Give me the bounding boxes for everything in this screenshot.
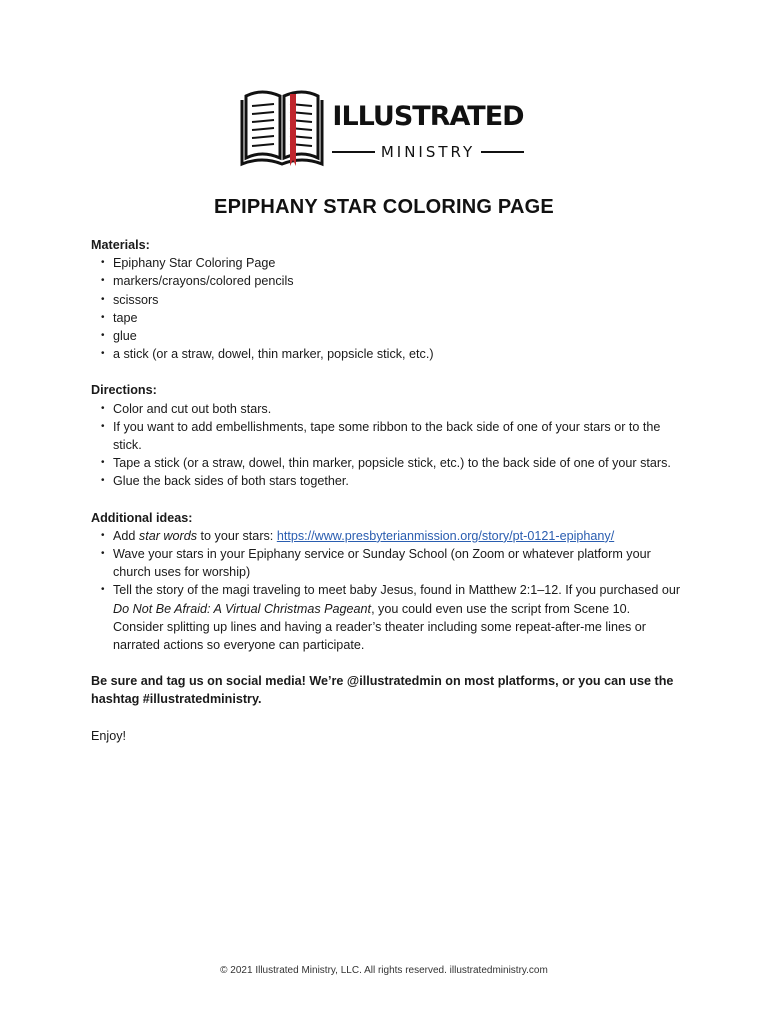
social-media-note: Be sure and tag us on social media! We’re @illustratedmin on most platforms, or you can use the hashtag #illustratedministry. — [91, 674, 674, 707]
list-item: • a stick (or a straw, dowel, thin marker, popsicle stick, etc.) — [113, 345, 681, 363]
list-item: • Tape a stick (or a straw, dowel, thin marker, popsicle stick, etc.) to the back side of one of your stars. — [113, 454, 681, 472]
directions-heading: Directions: — [91, 383, 157, 398]
idea-italic: star words — [138, 528, 198, 543]
list-item — [113, 527, 681, 545]
list-item: • If you want to add embellishments, tape some ribbon to the back side of one of your stars or to the stick. — [113, 418, 681, 454]
directions-list — [91, 400, 681, 491]
list-item: • Wave your stars in your Epiphany service or Sunday School (on Zoom or whatever platform your church uses for worship) — [113, 545, 681, 581]
list-item: • Color and cut out both stars. — [113, 400, 681, 418]
logo-subtitle-text: MINISTRY — [380, 143, 476, 161]
closing-text: Enjoy! — [91, 728, 127, 743]
logo-rule-left — [332, 151, 375, 153]
ideas-list — [91, 527, 681, 654]
list-item — [113, 581, 681, 654]
list-item: • scissors — [113, 291, 681, 309]
logo-rule-right — [481, 151, 524, 153]
list-item: • markers/crayons/colored pencils — [113, 272, 681, 290]
idea-text: Tell the story of the magi traveling to meet baby Jesus, found in Matthew 2:1–12. If you purchased our — [113, 583, 681, 598]
idea-text: Add — [113, 528, 139, 543]
copyright-footer: © 2021 Illustrated Ministry, LLC. All rights reserved. illustratedministry.com — [220, 965, 548, 976]
ideas-heading: Additional ideas: — [91, 510, 193, 525]
list-item: • Epiphany Star Coloring Page — [113, 254, 681, 272]
logo-wordmark: illustrated — [332, 90, 524, 134]
list-item: • glue — [113, 327, 681, 345]
idea-text: to your stars: — [197, 528, 277, 543]
materials-list — [91, 254, 681, 363]
logo-subtitle — [326, 142, 530, 162]
page-title: EPIPHANY STAR COLORING PAGE — [214, 196, 554, 218]
idea-text: , you could even use the script from Scene 10. Consider splitting up lines and having a reader’s theater including some repeat-after-me lines or narrated actions so everyone can participate. — [113, 601, 646, 653]
illustrated-ministry-logo — [240, 86, 530, 168]
document-body — [91, 236, 681, 745]
pageant-title: Do Not Be Afraid: A Virtual Christmas Pageant — [113, 601, 372, 616]
open-book-icon — [240, 86, 324, 168]
list-item: • Glue the back sides of both stars together. — [113, 472, 681, 490]
list-item: • tape — [113, 309, 681, 327]
presbyterian-mission-link[interactable]: https://www.presbyterianmission.org/story/pt-0121-epiphany/ — [276, 528, 615, 543]
materials-heading: Materials: — [91, 238, 150, 252]
